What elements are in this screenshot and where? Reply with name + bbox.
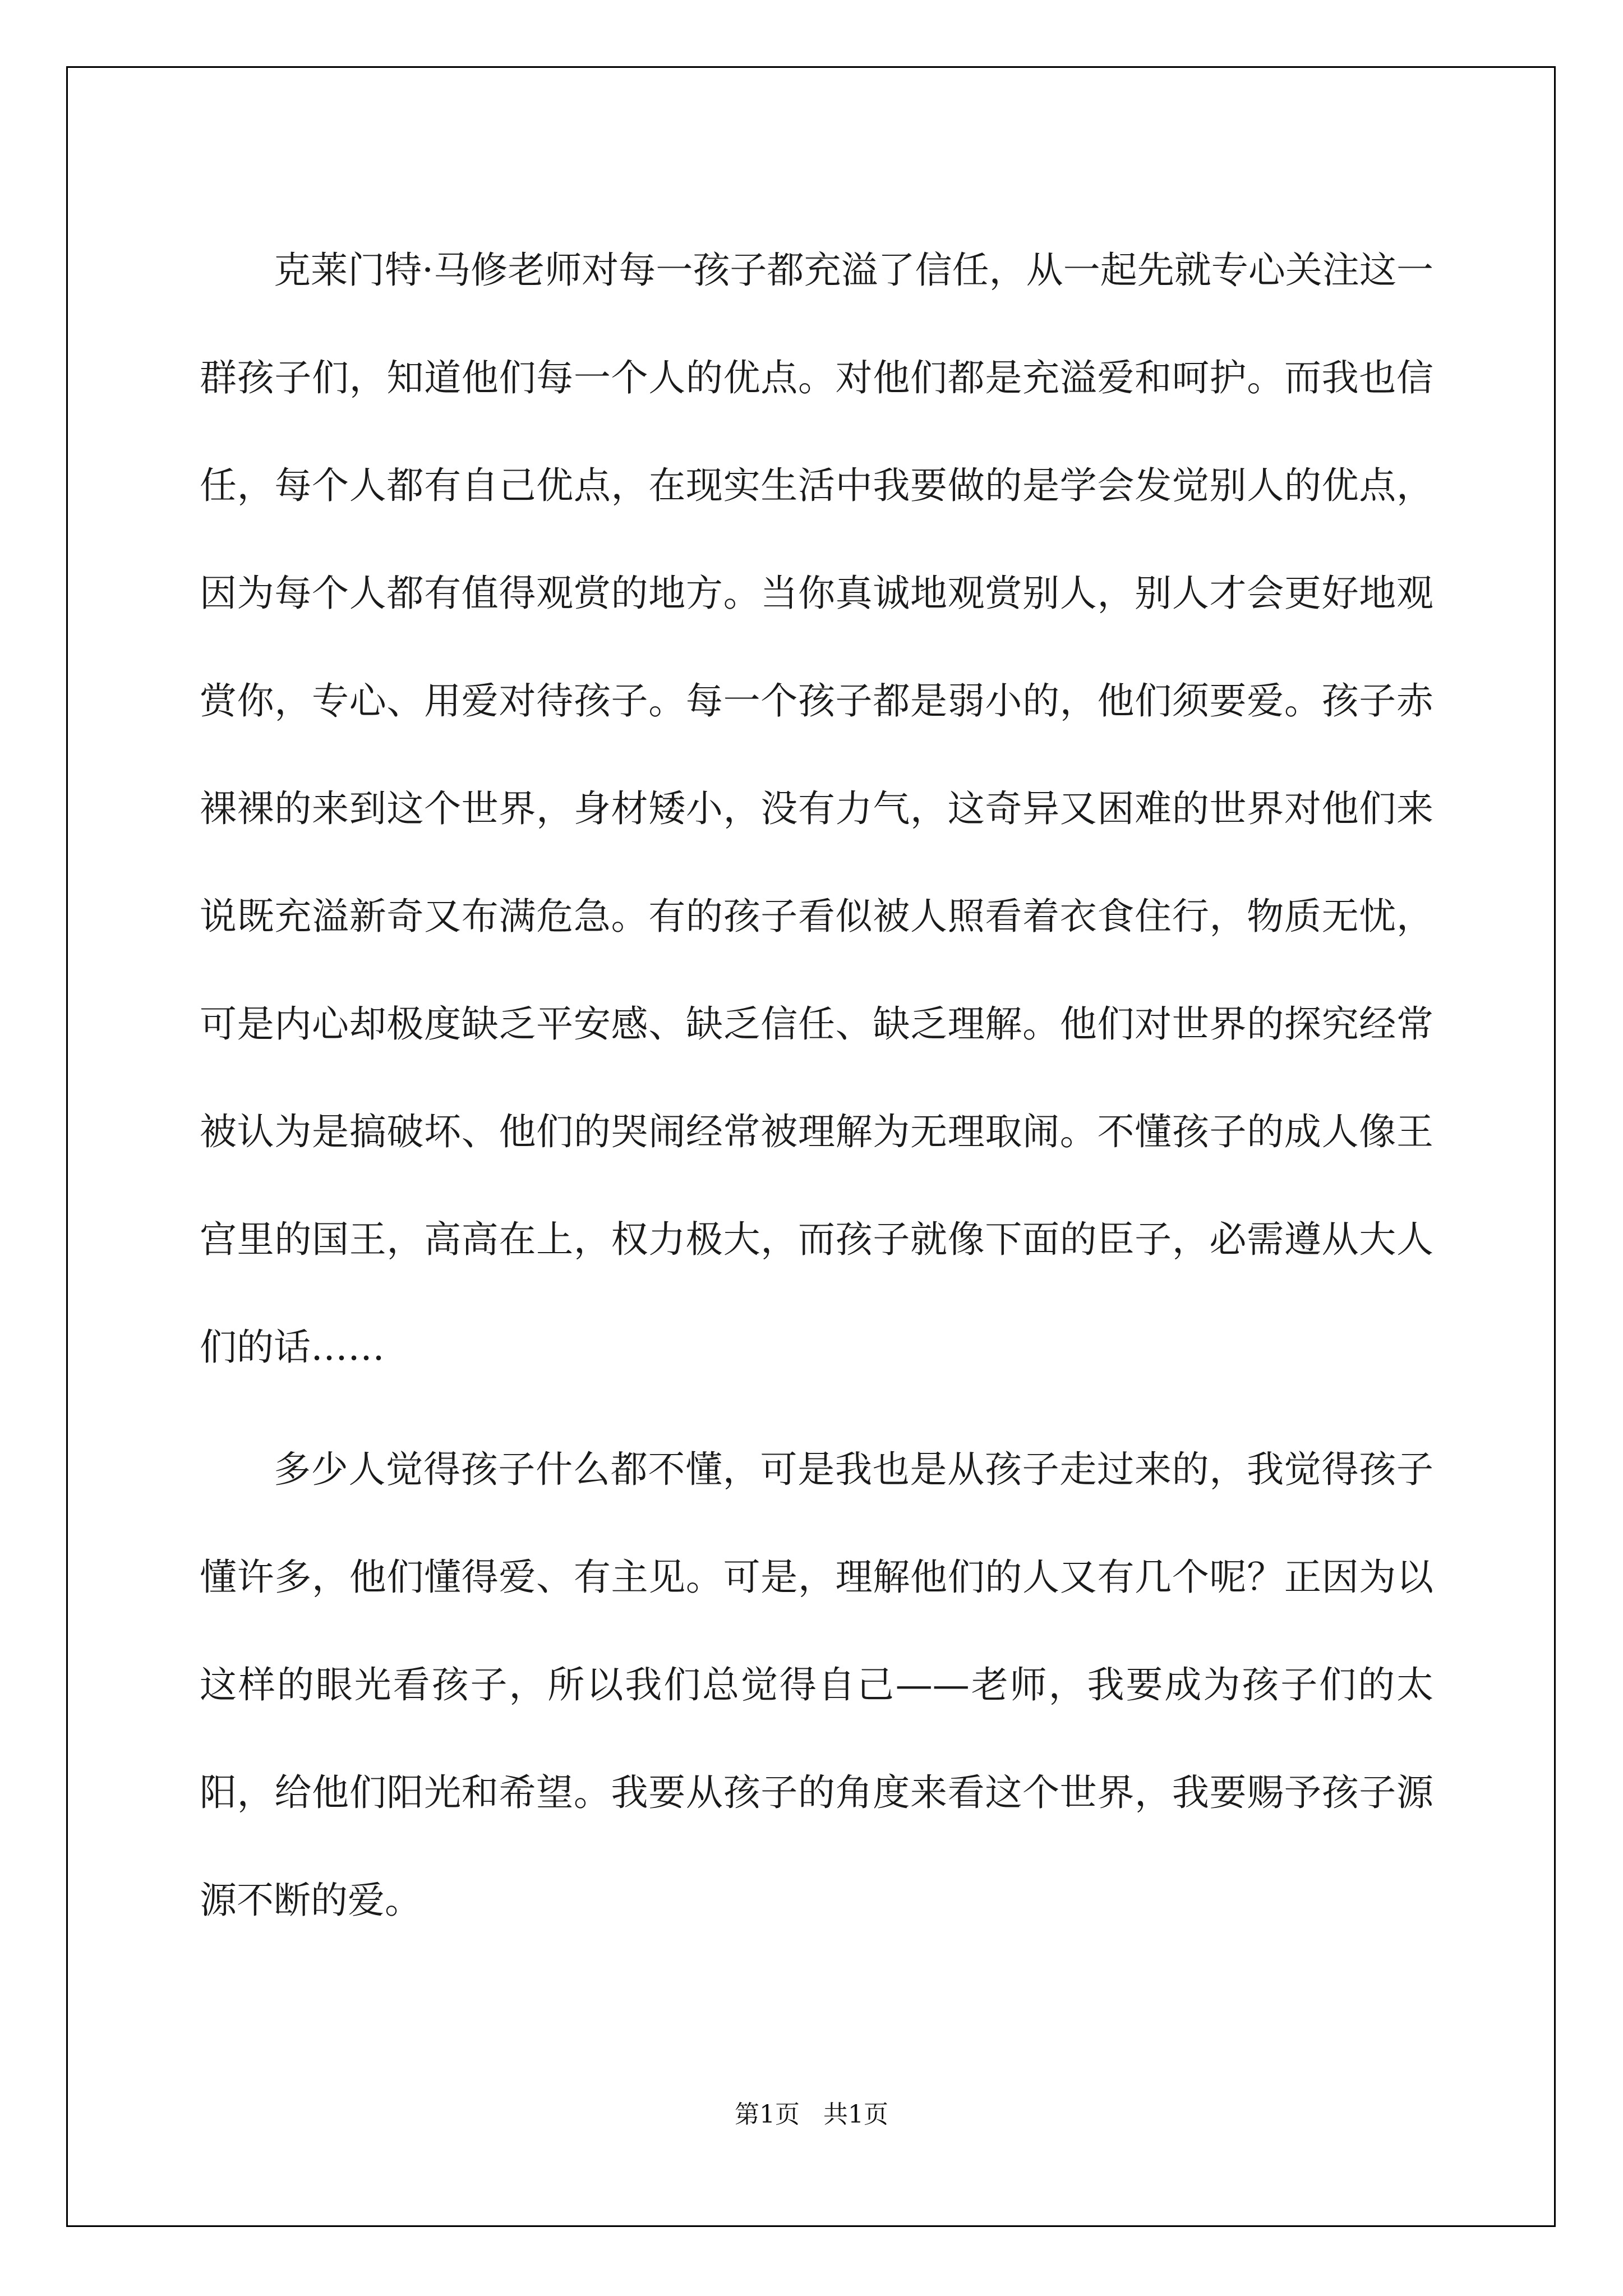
page-footer: 第1页 共1页 [735, 2100, 888, 2129]
paragraph-2: 多少人觉得孩子什么都不懂，可是我也是从孩子走过来的，我觉得孩子懂许多，他们懂得爱、有主见。可是，理解他们的人又有几个呢？正因为以这样的眼光看孩子，所以我们总觉得自己——老师，我要成为孩子们的太阳，给他们阳光和希望。我要从孩子的角度来看这个世界，我要赐予孩子源源不断的爱。 [200, 1448, 1433, 1922]
paragraph-1: 克莱门特·马修老师对每一孩子都充溢了信任，从一起先就专心关注这一群孩子们，知道他们每一个人的优点。对他们都是充溢爱和呵护。而我也信任，每个人都有自己优点，在现实生活中我要做的是学会发觉别人的优点，因为每个人都有值得观赏的地方。当你真诚地观赏别人，别人才会更好地观赏你，专心、用爱对待孩子。每一个孩子都是弱小的，他们须要爱。孩子赤裸裸的来到这个世界，身材矮小，没有力气，这奇异又困难的世界对他们来说既充溢新奇又布满危急。有的孩子看似被人照看着衣食住行，物质无忧，可是内心却极度缺乏平安感、缺乏信任、缺乏理解。他们对世界的探究经常被认为是搞破坏、他们的哭闹经常被理解为无理取闹。不懂孩子的成人像王宫里的国王，高高在上，权力极大，而孩子就像下面的臣子，必需遵从大人们的话…… [200, 249, 1433, 1369]
document-body [200, 217, 1433, 1954]
